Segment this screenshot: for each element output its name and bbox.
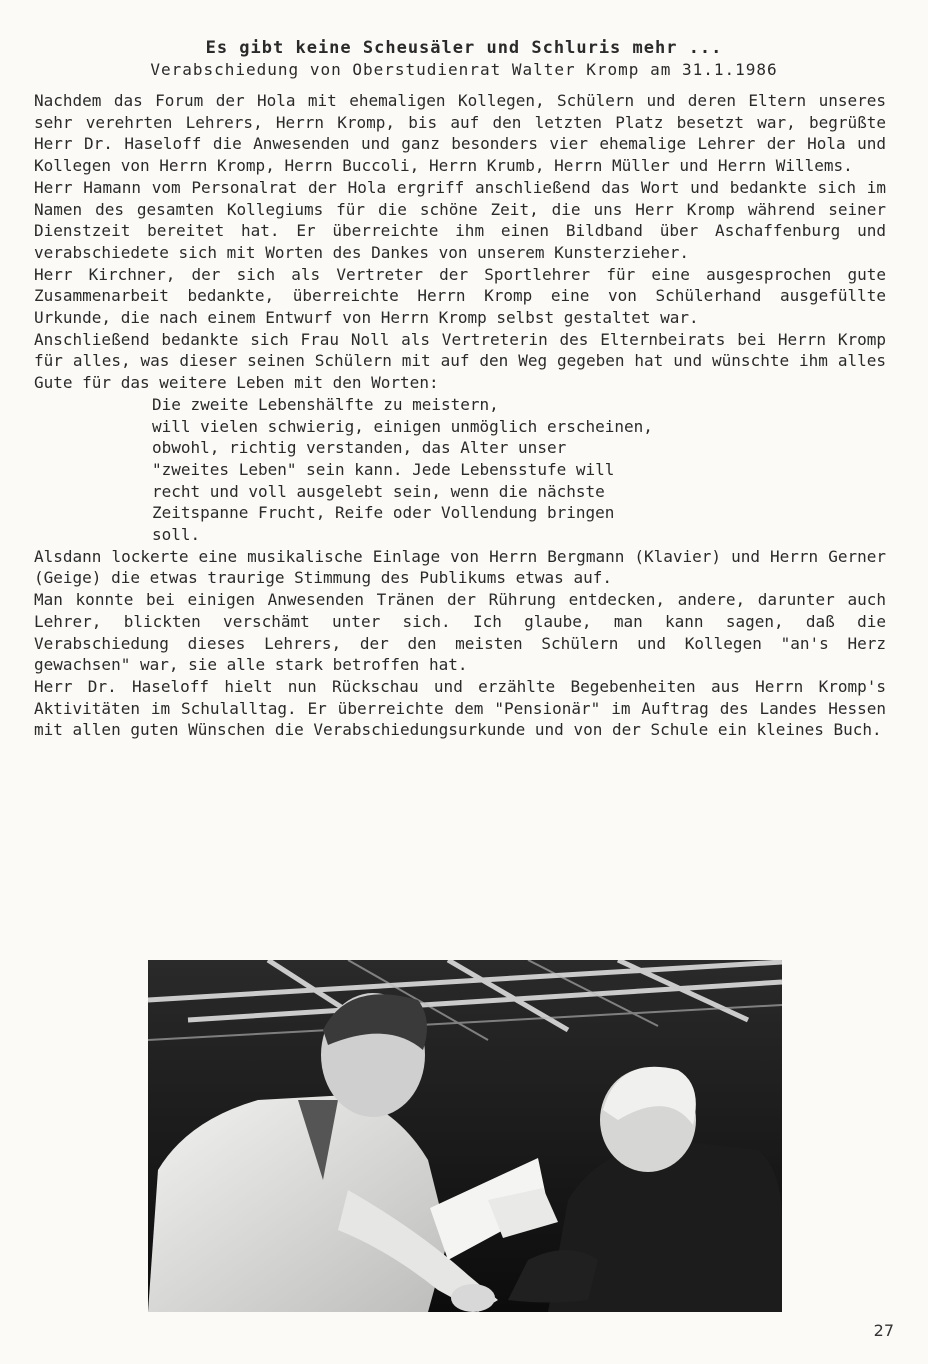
article-title: Es gibt keine Scheusäler und Schluris mehr ...	[205, 38, 723, 58]
paragraph: Herr Hamann vom Personalrat der Hola ergriff anschließend das Wort und bedankte sich im Namen des gesamten Kollegiums für die schöne Zeit, die uns Herr Kromp während seiner Dienstzeit bereitet hat. Er überreichte ihm einen Bildband über Aschaffenburg und verabschiedete sich mit Worten des Dankes von unserem Kunsterzieher.	[34, 177, 886, 262]
quote-block	[152, 394, 886, 546]
quote-line: recht und voll ausgelebt sein, wenn die nächste	[152, 481, 605, 501]
quote-line: Die zweite Lebenshälfte zu meistern,	[152, 394, 499, 414]
quote-line: soll.	[152, 525, 201, 545]
quote-line: "zweites Leben" sein kann. Jede Lebensstufe will	[152, 459, 615, 479]
page-number: 27	[873, 1321, 894, 1340]
quote-line: will vielen schwierig, einigen unmöglich erscheinen,	[152, 416, 653, 436]
article-body	[34, 90, 886, 741]
paragraph: Man konnte bei einigen Anwesenden Tränen der Rührung entdecken, andere, darunter auch Lehrer, blickten verschämt unter sich. Ich glaube, man kann sagen, daß die Verabschiedung dieses Lehrers, der den meisten Schülern und Kollegen "an's Herz gewachsen" war, sie alle stark betroffen hat.	[34, 590, 886, 675]
paragraph: Herr Kirchner, der sich als Vertreter der Sportlehrer für eine ausgesprochen gute Zusammenarbeit bedankte, überreichte Herrn Kromp eine von Schülerhand ausgefüllte Urkunde, die nach einem Entwurf von Herrn Kromp selbst gestaltet war.	[34, 264, 886, 328]
paragraph: Herr Dr. Haseloff hielt nun Rückschau und erzählte Begebenheiten aus Herrn Kromp's Aktivitäten im Schulalltag. Er überreichte dem "Pensionär" im Auftrag des Landes Hessen mit allen guten Wünschen die Verabschiedungsurkunde und von der Schule ein kleines Buch.	[34, 676, 886, 740]
paragraph: Nachdem das Forum der Hola mit ehemaligen Kollegen, Schülern und deren Eltern unseres sehr verehrten Lehrers, Herrn Kromp, bis auf den letzten Platz besetzt war, begrüßte Herr Dr. Haseloff die Anwesenden und ganz besonders vier ehemalige Lehrer der Hola und Kollegen von Herrn Kromp, Herrn Buccoli, Herrn Krumb, Herrn Müller und Herrn Willems.	[34, 91, 886, 176]
ceremony-photo	[148, 960, 782, 1312]
photo-illustration	[148, 960, 782, 1312]
paragraph: Anschließend bedankte sich Frau Noll als Vertreterin des Elternbeirats bei Herrn Kromp für alles, was dieser seinen Schülern mit auf den Weg gegeben hat und wünschte ihm alles Gute für das weitere Leben mit den Worten:	[34, 329, 886, 393]
article-subtitle: Verabschiedung von Oberstudienrat Walter Kromp am 31.1.1986	[150, 60, 778, 79]
quote-line: Zeitspanne Frucht, Reife oder Vollendung bringen	[152, 503, 615, 523]
paragraph: Alsdann lockerte eine musikalische Einlage von Herrn Bergmann (Klavier) und Herrn Gerner (Geige) die etwas traurige Stimmung des Publikums etwas auf.	[34, 546, 886, 588]
quote-line: obwohl, richtig verstanden, das Alter unser	[152, 438, 567, 458]
